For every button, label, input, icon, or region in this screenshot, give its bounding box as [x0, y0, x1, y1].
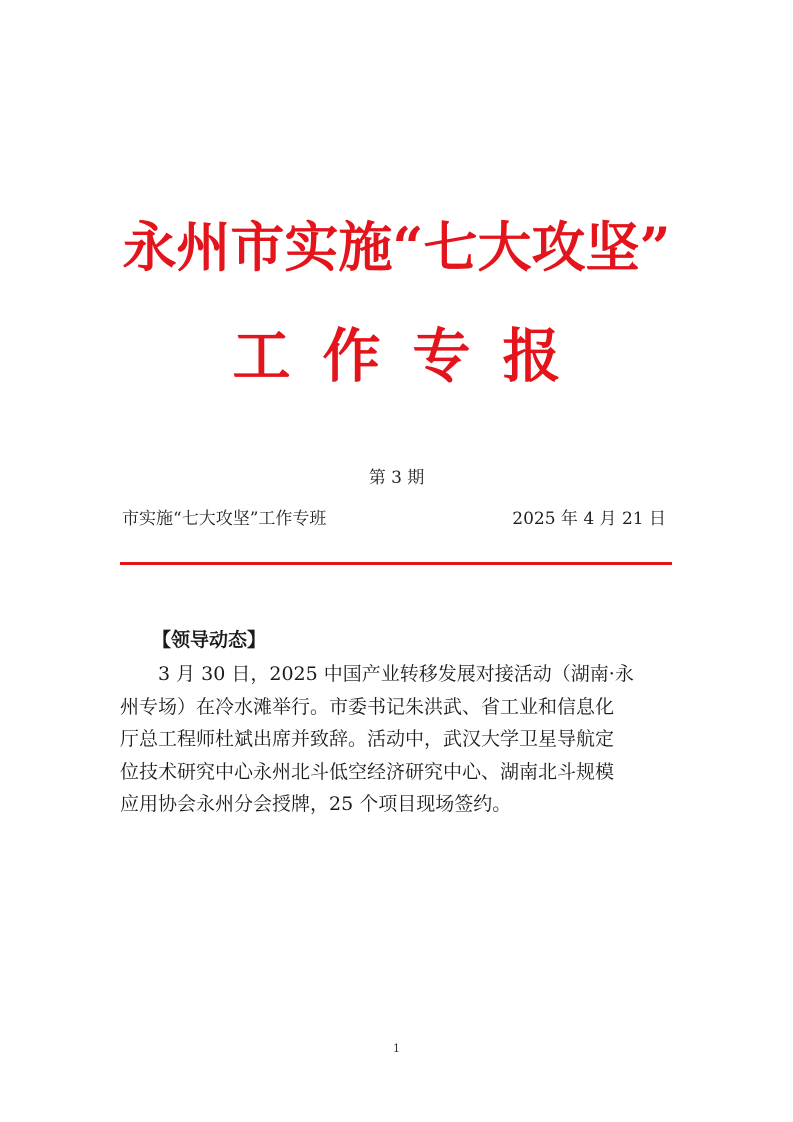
- paragraph-line: 州专场）在冷水滩举行。市委书记朱洪武、省工业和信息化: [120, 695, 615, 718]
- red-divider-line: [120, 562, 672, 565]
- issuer-name: 市实施“七大攻坚”工作专班: [122, 509, 327, 529]
- section-paragraph: [120, 658, 676, 821]
- issue-date: 2025 年 4 月 21 日: [512, 509, 666, 529]
- issue-number: 第 3 期: [368, 468, 425, 488]
- page-number: 1: [393, 1042, 400, 1055]
- paragraph-line: 应用协会永州分会授牌，25 个项目现场签约。: [120, 793, 512, 815]
- report-title-line-2: 工作专报: [232, 322, 593, 390]
- report-title-line-1: 永州市实施“七大攻坚”: [122, 215, 671, 279]
- paragraph-line: 厅总工程师杜斌出席并致辞。活动中，武汉大学卫星导航定: [120, 728, 615, 750]
- paragraph-line: 3 月 30 日，2025 中国产业转移发展对接活动（湖南·永: [158, 663, 634, 685]
- section-heading: 【领导动态】: [152, 629, 267, 651]
- paragraph-line: 位技术研究中心永州北斗低空经济研究中心、湖南北斗规模: [120, 760, 615, 783]
